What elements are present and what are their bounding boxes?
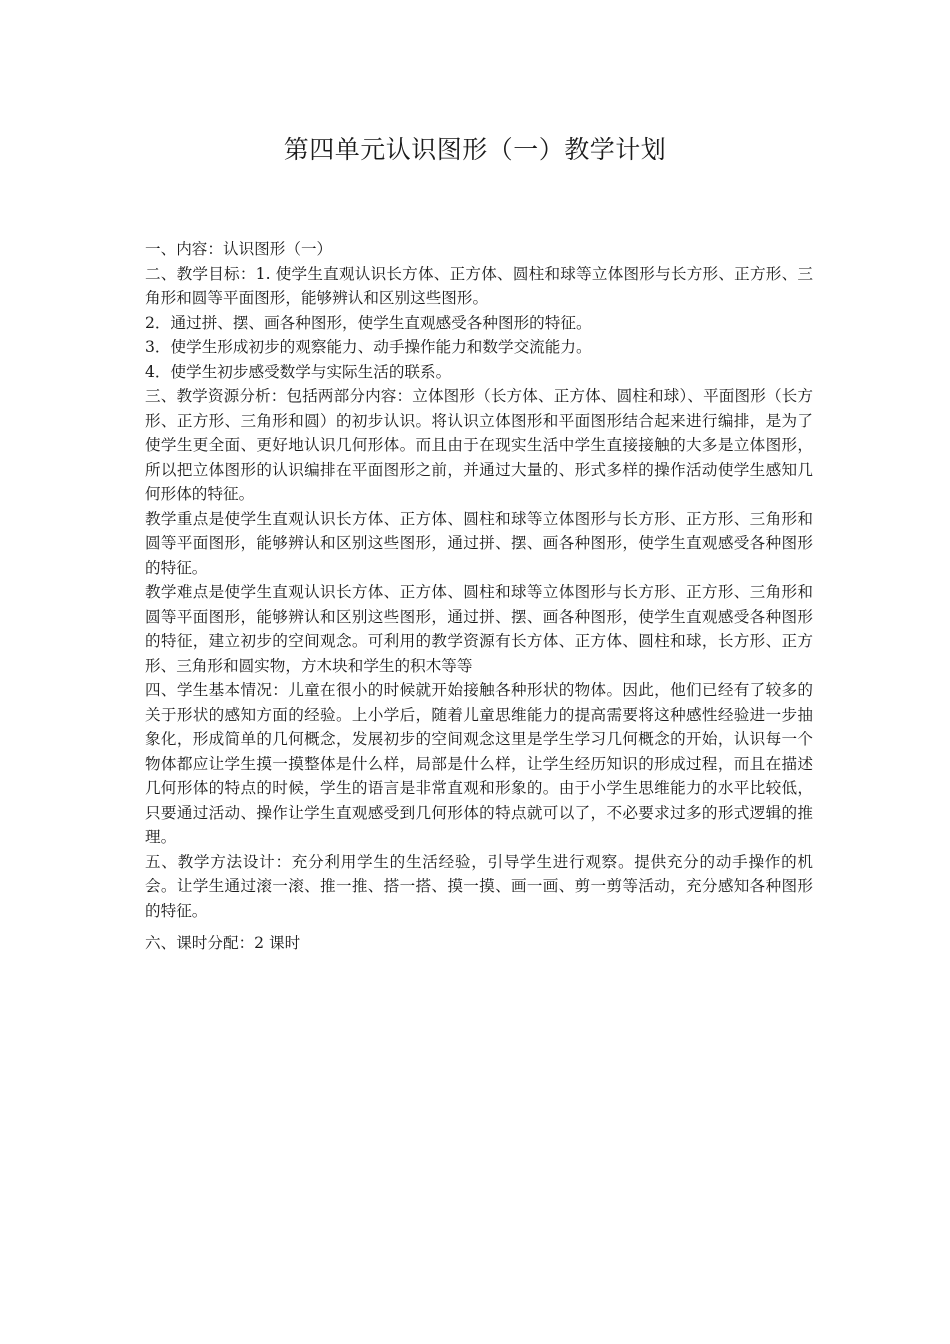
teaching-method-section: 五、教学方法设计：充分利用学生的生活经验，引导学生进行观察。提供充分的动手操作的机会。让学生通过滚一滚、推一推、搭一搭、摸一摸、画一画、剪一剪等活动，充分感知各种图形的特征。 [145, 852, 813, 920]
document-body [145, 237, 813, 956]
objective-item-4: 4．使学生初步感受数学与实际生活的联系。 [145, 362, 452, 381]
teaching-focus-paragraph: 教学重点是使学生直观认识长方体、正方体、圆柱和球等立体图形与长方形、正方形、三角形和圆等平面图形，能够辨认和区别这些图形，通过拼、摆、画各种图形，使学生直观感受各种图形的特征。 [145, 509, 813, 577]
objective-item-3: 3．使学生形成初步的观察能力、动手操作能力和数学交流能力。 [145, 338, 592, 356]
teaching-difficulty-paragraph: 教学难点是使学生直观认识长方体、正方体、圆柱和球等立体图形与长方形、正方形、三角形和圆等平面图形，能够辨认和区别这些图形，通过拼、摆、画各种图形，使学生直观感受各种图形的特征，建立初步的空间观念。可利用的教学资源有长方体、正方体、圆柱和球，长方形、正方形、三角形和圆实物，方木块和学生的积木等等 [145, 583, 813, 675]
content-section: 一、内容：认识图形（一） [145, 240, 333, 258]
student-situation-section: 四、学生基本情况：儿童在很小的时候就开始接触各种形状的物体。因此，他们已经有了较多的关于形状的感知方面的经验。上小学后，随着儿童思维能力的提高需要将这种感性经验进一步抽象化，形成简单的几何概念，发展初步的空间观念这里是学生学习几何概念的开始，认识每一个物体都应让学生摸一摸整体是什么样，局部是什么样，让学生经历知识的形成过程，而且在描述几何形体的特点的时候，学生的语言是非常直观和形象的。由于小学生思维能力的水平比较低，只要通过活动、操作让学生直观感受到几何形体的特点就可以了，不必要求过多的形式逻辑的推理。 [145, 681, 813, 846]
resource-analysis-section: 三、教学资源分析：包括两部分内容：立体图形（长方体、正方体、圆柱和球）、平面图形（长方形、正方形、三角形和圆）的初步认识。将认识立体图形和平面图形结合起来进行编排，是为了使学生更全面、更好地认识几何形体。而且由于在现实生活中学生直接接触的大多是立体图形，所以把立体图形的认识编排在平面图形之前，并通过大量的、形式多样的操作活动使学生感知几何形体的特征。 [145, 387, 813, 503]
objective-item-2: 2．通过拼、摆、画各种图形，使学生直观感受各种图形的特征。 [145, 313, 592, 332]
objectives-section: 二、教学目标：1. 使学生直观认识长方体、正方体、圆柱和球等立体图形与长方形、正方形、三角形和圆等平面图形，能够辨认和区别这些图形。 [145, 264, 813, 307]
lesson-allocation-section: 六、课时分配：2 课时 [145, 934, 301, 952]
page-title: 第四单元认识图形（一）教学计划 [283, 135, 667, 164]
